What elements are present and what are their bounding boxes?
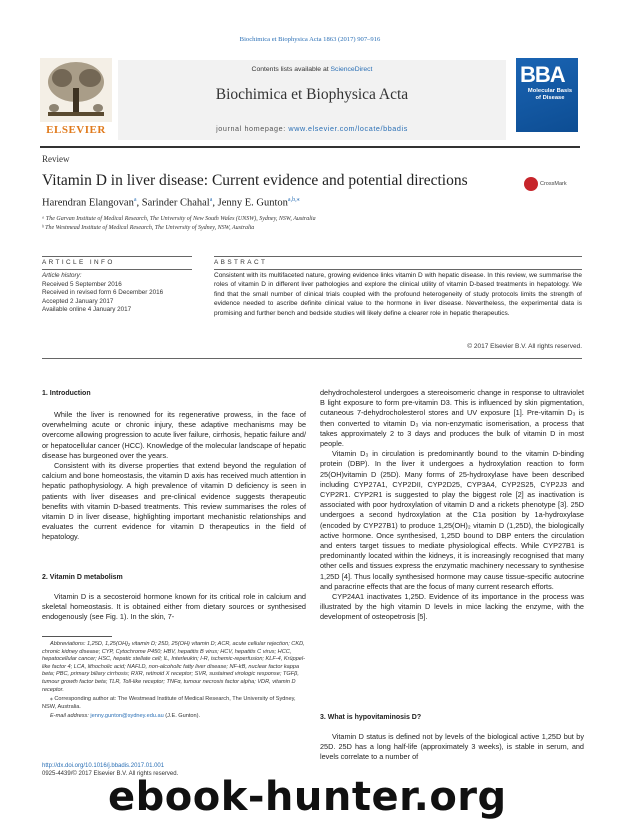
homepage-link[interactable]: www.elsevier.com/locate/bbadis — [288, 124, 408, 133]
crossmark-icon — [524, 177, 538, 191]
section-heading-metabolism: 2. Vitamin D metabolism — [42, 574, 123, 581]
crossmark-label: CrossMark — [540, 181, 567, 187]
article-type: Review — [42, 154, 70, 164]
history-item: Accepted 2 January 2017 — [42, 297, 114, 305]
paragraph: CYP24A1 inactivates 1,25D. Evidence of its importance in the process was illustrated by the high vitamin D levels in mice lacking the enzyme, with the development of osteopetrosis [5]. — [320, 592, 584, 622]
paragraph: dehydrocholesterol undergoes a stereoisomeric change in response to ultraviolet B light exposure to form pre-vitamin D3. This is influenced by skin pigmentation, cutaneous 7-dehydrocholesterol stores and UV exposure [1]. Pre-vitamin D₃ is then converted to vitamin D₃ via non-enzymatic isomerisation, a process that takes approximately 2 to 3 days and produces the bulk of vitamin D in most people. — [320, 388, 584, 449]
paragraph: Vitamin D₃ in circulation is predominantly bound to the vitamin D-binding protein (DBP). In the liver it undergoes a hydroxylation reaction to form 25(OH)vitamin D (25D). Many forms of 25-hydroxylase have been described including CYP27A1, CYP2DII, CYP2D25, CYP3A4, CYP2S25, CYP2J3 and CYP2R1. CYP2R1 is suggested to play the biggest role [2] as inactivation is associated with poor hydroxylation of vitamin D and a rickets phenotype [3]. 25D undergoes a second hydroxylation at the C1a position by 1a-hydroxylase (encoded by CYP27B1) to produce 1,25(OH)₂ vitamin D (1,25D), the biologically active hormone. Once synthesised, 1,25D bound to DBP enters the circulation and enters target tissues to mediate physiological effects. While CYP27B1 is predominantly located within the kidneys, it is increasingly recognised that many other cells and tissues express the enzymatic machinery necessary to synthesise 1,25D [4]. Thus locally synthesised hormone may cause tissue-specific autocrine and paracrine effects that are the focus of many current research efforts. — [320, 449, 584, 591]
author-affiliation-mark[interactable]: a,b,⁎ — [287, 197, 300, 203]
paragraph: Vitamin D status is defined not by levels of the biological active 1,25D but by 25D. 25D has a long half-life (approximately 3 weeks), is stable in serum, and levels correlate to a number of — [320, 732, 584, 762]
history-label: Article history: — [42, 272, 82, 279]
paragraph: While the liver is renowned for its regenerative prowess, in the face of overwhelming acute or chronic injury, these adaptive mechanisms may be overcome allowing progression to acute liver failure, cirrhosis, hepatic failure and/ or hepatocellular cancer (HCC). Knowledge of the molecular landscape of hepatic disease has burgeoned over the years. — [42, 410, 306, 460]
affiliation: ᵃ The Garvan Institute of Medical Research, The University of New South Wales (UNSW), Sydney, NSW, Australia — [42, 216, 316, 222]
abbreviations-footnote: Abbreviations: 1,25D, 1,25(OH)₂ vitamin D; 25D, 25(OH) vitamin D; ACR, acute cellular rejection; CKD, chronic kidney disease; CYP, Cytochrome P450; HBV, hepatitis B virus; HCV, hepatitis C virus; HCC, hepatocellular cancer; HSC, hepatic stellate cell; IL, Interleukin; I-R, ischemic-reperfusion; KLF-4, Krüppel-like factor 4; LCA, lithocholic acid; NAFLD, non-alcoholic fatty liver disease; NF-kB, nuclear factor kappa beta; PBC, primary biliary cirrhosis; RXR, retinoid X receptor; SVR, sustained virologic response; TGFβ, tumour growth factor beta; TLR, Toll-like receptor; TNFα, tumour necrosis factor alpha; VDR, vitamin D receptor. — [42, 641, 306, 693]
article-history — [42, 272, 192, 315]
article-info-rule — [42, 269, 192, 270]
header-rule — [40, 146, 580, 148]
journal-homepage — [118, 124, 506, 133]
journal-cover — [516, 58, 578, 132]
metabolism-body — [42, 592, 306, 623]
author-name: Harendran Elangovan — [42, 197, 134, 209]
history-item: Received 5 September 2016 — [42, 280, 122, 288]
author-list: Harendran Elangovan$^a$, Sarinder Chahal$^a$, Jenny E. Gunton$^{a,b,⁎}$ — [42, 197, 300, 209]
cover-subtitle: Molecular Basis of Disease — [527, 88, 573, 101]
abstract-heading: ABSTRACT — [214, 259, 268, 266]
abstract-text: Consistent with its multifaceted nature, growing evidence links vitamin D with hepatic disease. In this review, we summarise the roles of vitamin D in different liver pathologies and explore the clinical utility of vitamin D-based treatments in hepatology. We find that the small number of clinical trials coupled with the profound heterogeneity of study protocols limits the strength of evidence needed to ascribe definite clinical value to the hormone in liver disease. Nevertheless, the experimental data is promising and further bench and bedside studies will likely define a clearer role in hepatic therapeutics. — [214, 272, 582, 317]
author-affiliation-mark[interactable]: a — [133, 197, 137, 203]
section-heading-introduction: 1. Introduction — [42, 390, 91, 397]
email-label: E-mail address: — [50, 713, 91, 720]
footnote-rule — [42, 636, 112, 637]
contents-line — [118, 66, 506, 73]
hypovitaminosis-body — [320, 732, 584, 763]
journal-reference[interactable]: Biochimica et Biophysica Acta 1863 (2017) 907–916 — [239, 36, 381, 43]
article-info-rule-top — [42, 256, 192, 257]
email-suffix: (J.E. Gunton). — [163, 713, 201, 720]
article-info-heading: ARTICLE INFO — [42, 259, 115, 266]
homepage-prefix: journal homepage: — [216, 124, 289, 133]
abstract-rule-bottom — [42, 358, 582, 359]
history-item: Received in revised form 6 December 2016 — [42, 289, 164, 297]
affiliation: ᵇ The Westmead Institute of Medical Research, The University of Sydney, NSW, Australia — [42, 225, 255, 231]
issn-copyright: 0925-4439/© 2017 Elsevier B.V. All rights reserved. — [42, 771, 179, 777]
crossmark-badge[interactable] — [524, 176, 580, 192]
corresponding-author-footnote: ⁎ Corresponding author at: The Westmead Institute of Medical Research, The University of Sydney, NSW, Australia. — [42, 696, 296, 710]
email-footnote — [42, 713, 306, 721]
introduction-body — [42, 410, 306, 543]
email-link[interactable]: jenny.gunton@sydney.edu.au — [90, 713, 164, 720]
abstract-rule-top — [214, 256, 582, 257]
section-heading-hypovitaminosis: 3. What is hypovitaminosis D? — [320, 714, 422, 721]
author-name: Sarinder Chahal — [141, 197, 210, 209]
footnotes — [42, 641, 306, 723]
cover-title: BBA — [520, 62, 565, 87]
elsevier-tree-icon — [40, 58, 112, 122]
journal-name: Biochimica et Biophysica Acta — [215, 86, 409, 103]
history-item: Available online 4 January 2017 — [42, 306, 132, 314]
abstract-copyright: © 2017 Elsevier B.V. All rights reserved. — [467, 343, 582, 350]
contents-prefix: Contents lists available at — [251, 66, 331, 73]
author-affiliation-mark[interactable]: a — [209, 197, 213, 203]
paragraph: Consistent with its diverse properties that extend beyond the regulation of calcium and bone homeostasis, the vitamin D axis has received much attention in hepatic pathophysiology. A high prevalence of vitamin D deficiency is seen in patients with liver diseases and pre-clinical evidence suggests therapeutic benefits with vitamin D-based treatments. This review summarises the roles of vitamin D in liver disease, highlighting important mechanistic relationships and evaluates the current evidence for vitamin D therapeutics in the field of hepatology. — [42, 461, 306, 542]
watermark: ebook-hunter.org — [108, 774, 507, 820]
abstract-rule — [214, 269, 582, 270]
sciencedirect-link[interactable]: ScienceDirect — [330, 66, 373, 73]
author-name: Jenny E. Gunton — [217, 197, 288, 209]
paragraph: Vitamin D is a secosteroid hormone known for its critical role in calcium and skeletal homeostasis. It is obtained either from dietary sources or synthesised endogenously (see Fig. 1). In the skin, 7- — [42, 592, 306, 622]
right-column-body — [320, 388, 584, 623]
publisher-name: ELSEVIER — [46, 124, 106, 136]
article-title: Vitamin D in liver disease: Current evidence and potential directions — [42, 172, 468, 189]
doi-link[interactable]: http://dx.doi.org/10.1016/j.bbadis.2017.01.001 — [42, 763, 165, 769]
